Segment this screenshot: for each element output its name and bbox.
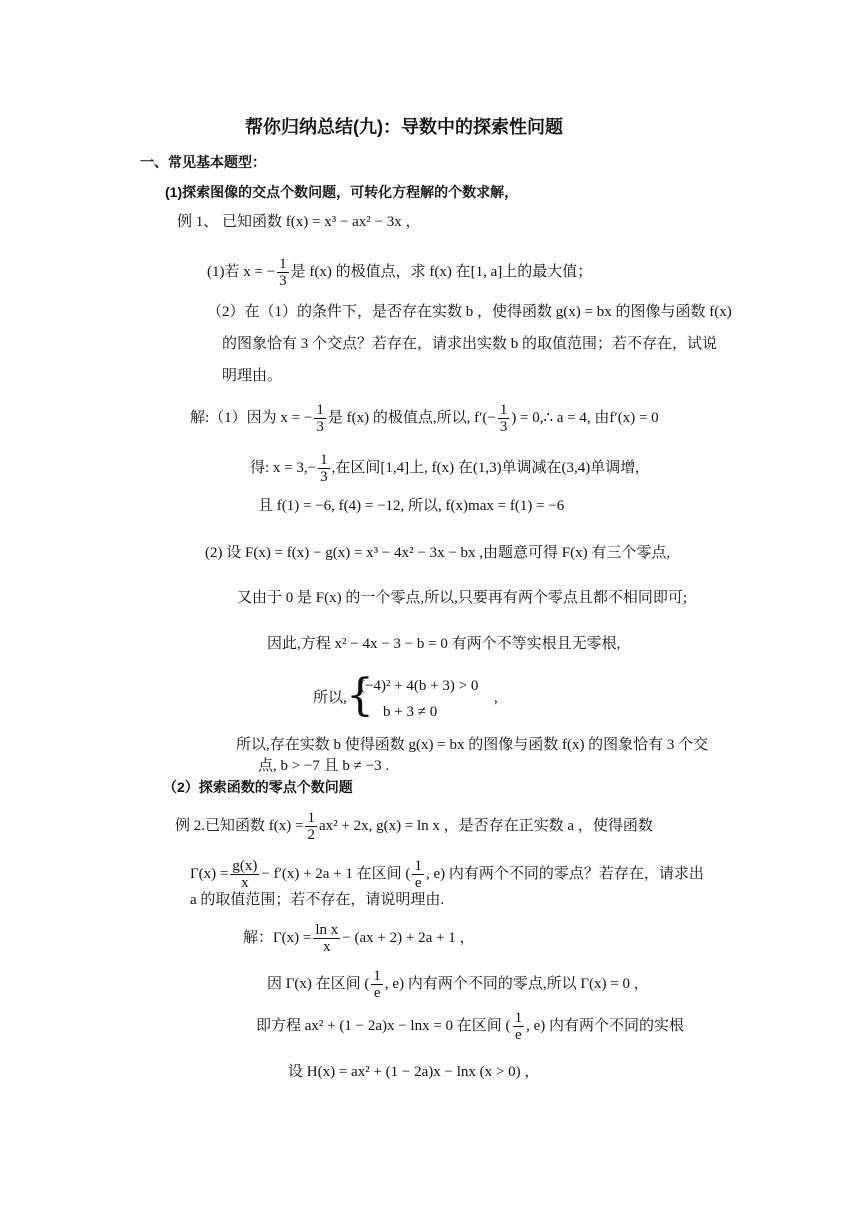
- example1-head: 例 1、 已知函数 f(x) = x³ − ax² − 3x ，: [177, 214, 421, 230]
- section-heading: 一、常见基本题型：: [140, 154, 266, 170]
- example1-question1: (1)若 x = − $\frac{1}{3}$ 是 f(x) 的极值点，求 f(x) 在[1, a]上的最大值；: [207, 256, 593, 289]
- solution2-line2: 又由于 0 是 F(x) 的一个零点,所以,只要再有两个零点且都不相同即可;: [237, 590, 688, 606]
- solution2-conclusion-line2: 点, b > −7 且 b ≠ −3 .: [258, 758, 390, 774]
- solution-ex2-line1: 解：Γ(x) = $\frac{\text{ln x}}{x}$ − (ax + 2) + 2a + 1 ，: [243, 922, 475, 955]
- solution2-system-ineq2: b + 3 ≠ 0: [383, 704, 438, 720]
- solution-ex2-line2: 因 Γ(x) 在区间 ( $\frac{1}{e}$ , e) 内有两个不同的零点,所以 Γ(x) = 0 ，: [267, 968, 649, 1001]
- example2-line3: a 的取值范围；若不存在，请说明理由.: [190, 892, 445, 908]
- page-title: 帮你归纳总结(九)：导数中的探索性问题: [245, 117, 563, 137]
- subsection-heading-2: （2）探索函数的零点个数问题: [163, 779, 353, 795]
- solution2-line3: 因此,方程 x² − 4x − 3 − b = 0 有两个不等实根且无零根,: [267, 636, 621, 652]
- example1-question2-line1: （2）在（1）的条件下，是否存在实数 b ，使得函数 g(x) = bx 的图像与函数 f(x): [207, 304, 732, 320]
- example1-question2-line2: 的图象恰有 3 个交点？若存在，请求出实数 b 的取值范围；若不存在，试说: [222, 336, 718, 352]
- example1-question2-line3: 明理由。: [222, 368, 283, 384]
- solution2-line1: (2) 设 F(x) = f(x) − g(x) = x³ − 4x² − 3x − bx ,由题意可得 F(x) 有三个零点,: [205, 545, 671, 561]
- solution2-system-ineq1: (−4)² + 4(b + 3) > 0: [360, 678, 479, 694]
- solution-ex2-line3: 即方程 ax² + (1 − 2a)x − lnx = 0 在区间 ( $\frac{1}{e}$ , e) 内有两个不同的实根: [256, 1010, 684, 1043]
- solution1-line1: 解:（1）因为 x = − $\frac{1}{3}$ 是 f(x) 的极值点,所以, f′(− $\frac{1}{3}$ ) = 0,∴ a = 4, 由f′(x) = 0: [190, 402, 659, 435]
- example2-line2: Γ(x) = $\frac{g(x)}{x}$ − f′(x) + 2a + 1 在区间 ( $\frac{1}{e}$ , e) 内有两个不同的零点？若存在，请求出: [190, 858, 704, 891]
- solution-ex2-line4: 设 H(x) = ax² + (1 − 2a)x − lnx (x > 0) ，: [288, 1064, 540, 1080]
- solution2-system-comma: ,: [494, 690, 498, 706]
- example2-line1: 例 2.已知函数 f(x) = $\frac{1}{2}$ ax² + 2x, g(x) = ln x ，是否存在正实数 a ，使得函数: [175, 810, 653, 843]
- solution2-system-brace: {: [346, 670, 374, 721]
- subsection-heading-1: (1)探索图像的交点个数问题，可转化方程解的个数求解，: [165, 184, 519, 200]
- solution1-line2: 得: x = 3,− $\frac{1}{3}$ ,在区间[1,4]上, f(x) 在(1,3)单调减在(3,4)单调增,: [250, 452, 640, 485]
- solution1-line3: 且 f(1) = −6, f(4) = −12, 所以, f(x)max = f(1) = −6: [258, 498, 565, 514]
- solution2-conclusion-line1: 所以,存在实数 b 使得函数 g(x) = bx 的图像与函数 f(x) 的图象恰有 3 个交: [236, 737, 709, 753]
- solution2-system-label: 所以,: [313, 690, 347, 706]
